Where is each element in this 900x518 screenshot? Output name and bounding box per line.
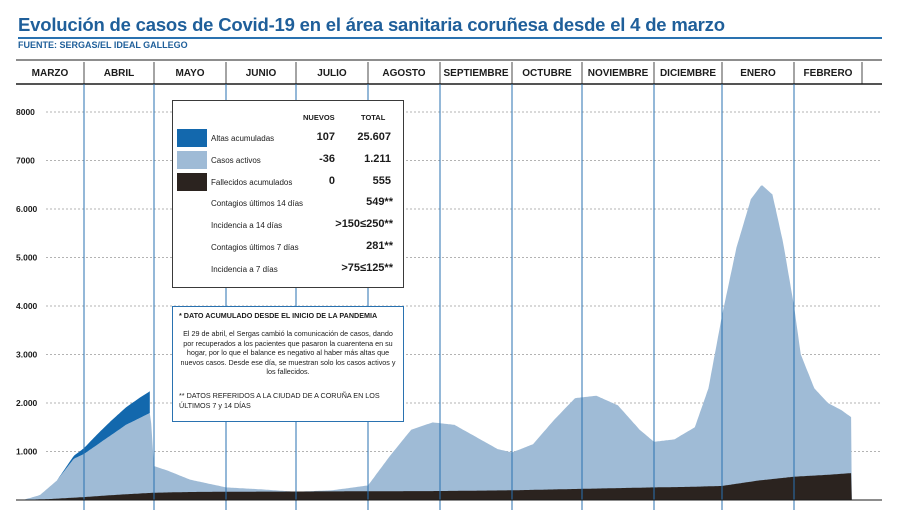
y-tick-label: 7000 [16,155,35,166]
month-label: MARZO [31,68,69,79]
legend-stat-incidencia-14 [173,217,403,233]
legend-total: 25.607 [357,131,391,143]
month-label: JUNIO [245,68,277,79]
legend-col-total: TOTAL [361,113,386,122]
area-layer [16,185,852,500]
legend-total: 555 [372,175,391,187]
month-label: NOVIEMBRE [587,68,649,79]
month-label: FEBRERO [803,68,853,79]
legend-row-activos [173,151,403,169]
note-accumulated: * DATO ACUMULADO DESDE EL INICIO DE LA PANDEMIA [179,311,378,320]
stat-value: >75≤125** [341,262,393,274]
legend-stat-contagios-7 [173,239,403,255]
stat-value: >150≤250** [335,218,393,230]
legend-swatch-altas [177,129,207,147]
legend-label: Casos activos [211,156,261,165]
stat-value: 281** [366,240,393,252]
month-label: SEPTIEMBRE [443,68,509,79]
month-label: DICIEMBRE [659,68,717,79]
month-label: MAYO [175,68,205,79]
legend-nuevos: 0 [328,175,335,187]
legend-nuevos: 107 [316,131,335,143]
legend-row-fallecidos [173,173,403,191]
y-tick-label: 2.000 [16,398,38,408]
legend-label: Altas acumuladas [211,134,275,143]
legend-swatch-fallecidos [177,173,207,191]
legend-stat-contagios-14 [173,195,403,211]
stat-label: Incidencia a 14 días [211,221,283,230]
legend-swatch-activos [177,151,207,169]
series-casos-activos [16,185,852,500]
stat-value: 549** [366,196,393,208]
legend-label: Fallecidos acumulados [211,178,293,187]
y-tick-label: 3.000 [16,349,38,360]
chart-source: FUENTE: SERGAS/EL IDEAL GALLEGO [18,40,188,50]
month-label: AGOSTO [382,68,426,79]
stat-label: Incidencia a 7 días [211,265,278,274]
month-label: ABRIL [103,68,135,79]
legend-row-altas [173,129,403,147]
stat-label: Contagios últimos 14 días [211,199,304,208]
note-april-change: El 29 de abril, el Sergas cambió la comunicación de casos, dando por recuperados a los pacientes que pasaron la cuarentena en su hogar, por lo que el balance es negativo al haber más altas que nuevos casos. Desde ese día, se muestran solo los casos activos y los fallecidos. [180,329,396,377]
y-tick-label: 5.000 [16,252,38,263]
y-tick-label: 6.000 [16,204,38,214]
legend-box [172,100,404,288]
legend-stat-incidencia-7 [173,261,403,277]
chart-title: Evolución de casos de Covid-19 en el área sanitaria coruñesa desde el 4 de marzo [18,14,725,35]
legend-total: 1.211 [364,153,391,165]
stat-label: Contagios últimos 7 días [211,243,299,252]
legend-nuevos: -36 [319,153,335,165]
note-city-data: ** DATOS REFERIDOS A LA CIUDAD DE A CORUÑA EN LOS ÚLTIMOS 7 y 14 DÍAS [179,391,380,410]
month-label: OCTUBRE [522,68,572,79]
legend-col-nuevos: NUEVOS [303,113,335,122]
month-label: ENERO [740,68,776,79]
y-tick-label: 8000 [16,107,35,117]
y-tick-label: 1.000 [16,446,38,457]
notes-box [172,306,404,422]
y-tick-label: 4.000 [16,301,38,311]
month-label: JULIO [317,68,347,79]
